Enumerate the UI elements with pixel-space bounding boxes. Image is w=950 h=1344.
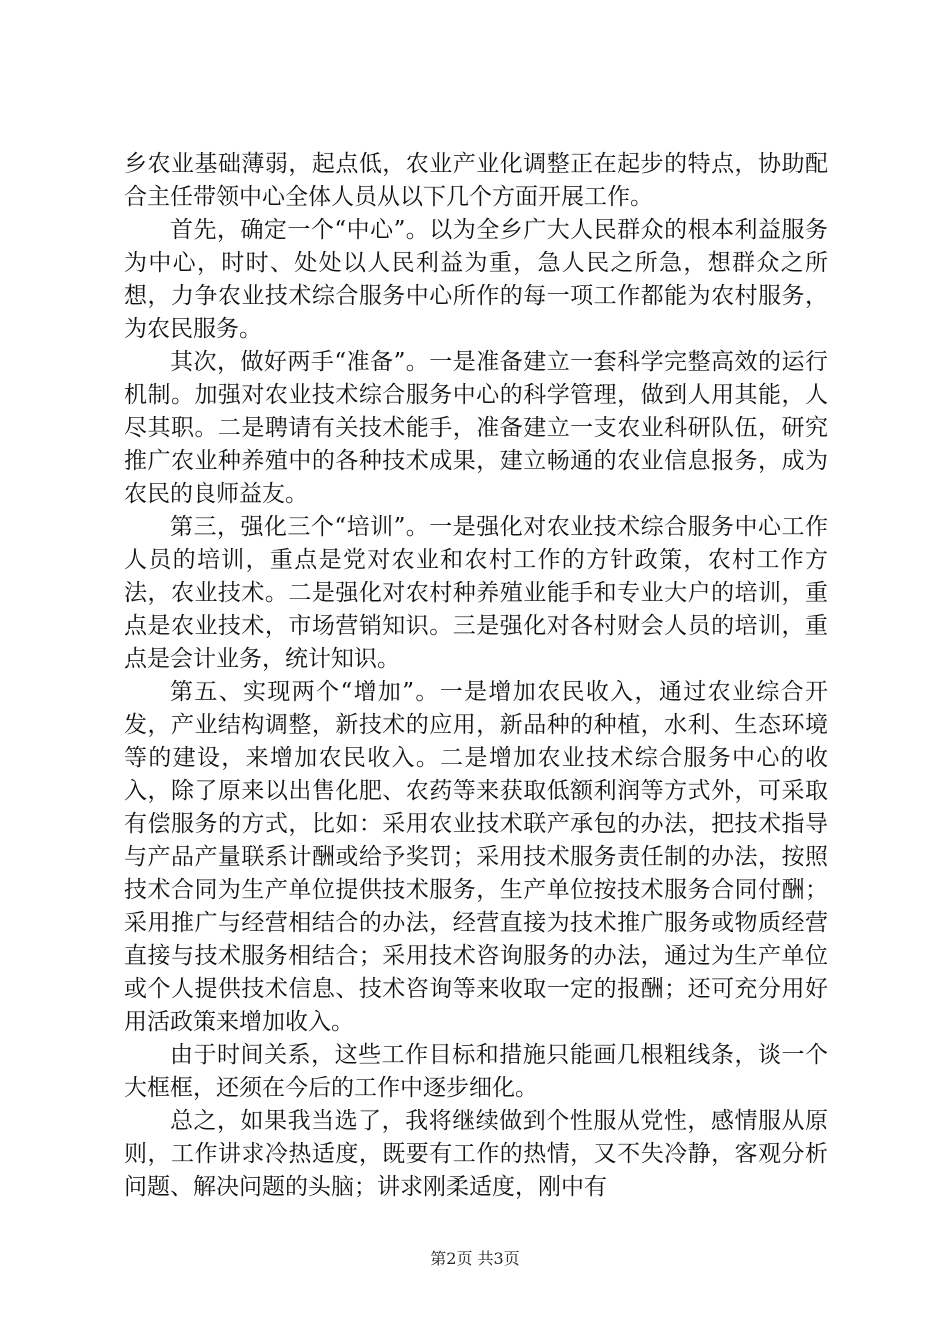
paragraph-training: 第三，强化三个“培训”。一是强化对农业技术综合服务中心工作人员的培训，重点是党对农业和农村工作的方针政策，农村工作方法，农业技术。二是强化对农村种养殖业能手和专业大户的培训，重点是农业技术，市场营销知识。三是强化对各村财会人员的培训，重点是会计业务，统计知识。 (124, 514, 828, 672)
paragraph-conclusion: 总之，如果我当选了，我将继续做到个性服从党性，感情服从原则，工作讲求冷热适度，既要有工作的热情，又不失冷静，客观分析问题、解决问题的头脑；讲求刚柔适度，刚中有 (124, 1108, 828, 1200)
paragraph-preparation: 其次，做好两手“准备”。一是准备建立一套科学完整高效的运行机制。加强对农业技术综合服务中心的科学管理，做到人用其能，人尽其职。二是聘请有关技术能手，准备建立一支农业科研队伍，研究推广农业种养殖中的各种技术成果，建立畅通的农业信息报务，成为农民的良师益友。 (124, 349, 828, 507)
paragraph-time-note: 由于时间关系，这些工作目标和措施只能画几根粗线条，谈一个大框框，还须在今后的工作中逐步细化。 (124, 1042, 828, 1101)
page-number-footer: 第2页 共3页 (430, 1249, 520, 1268)
document-body (124, 148, 828, 1204)
paragraph-increase: 第五、实现两个“增加”。一是增加农民收入，通过农业综合开发，产业结构调整，新技术的应用，新品种的种植，水利、生态环境等的建设，来增加农民收入。二是增加农业技术综合服务中心的收入，除了原来以出售化肥、农药等来获取低额利润等方式外，可采取有偿服务的方式，比如：采用农业技术联产承包的办法，把技术指导与产品产量联系计酬或给予奖罚；采用技术服务责任制的办法，按照技术合同为生产单位提供技术服务，生产单位按技术服务合同付酬；采用推广与经营相结合的办法，经营直接为技术推广服务或物质经营直接与技术服务相结合；采用技术咨询服务的办法，通过为生产单位或个人提供技术信息、技术咨询等来收取一定的报酬；还可充分用好用活政策来增加收入。 (124, 679, 828, 1035)
paragraph-continued: 乡农业基础薄弱，起点低，农业产业化调整正在起步的特点，协助配合主任带领中心全体人员从以下几个方面开展工作。 (124, 151, 828, 210)
paragraph-center: 首先，确定一个“中心”。以为全乡广大人民群众的根本利益服务为中心，时时、处处以人民利益为重，急人民之所急，想群众之所想，力争农业技术综合服务中心所作的每一项工作都能为农村服务，为农民服务。 (124, 217, 828, 342)
